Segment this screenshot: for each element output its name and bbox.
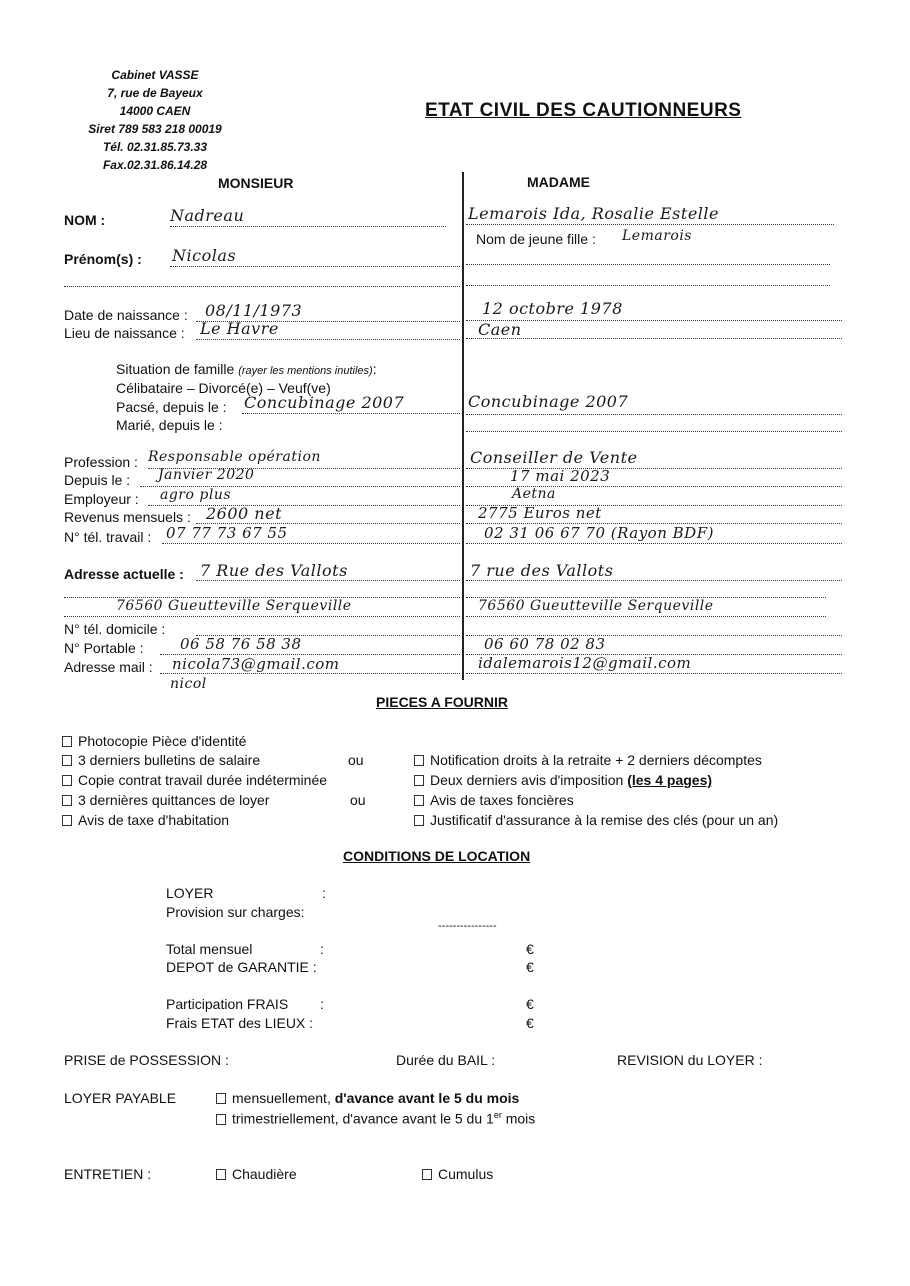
dotted-line [466,320,842,321]
dotted-line [466,338,842,339]
piece-item [414,812,778,828]
monsieur-mail: nicola73@gmail.com [172,655,340,673]
piece-label: Avis de taxe d'habitation [78,812,230,828]
euro-icon: € [526,959,534,975]
checkbox-icon[interactable] [62,815,72,826]
dotted-line [466,285,830,286]
monsieur-nom: Nadreau [170,206,245,225]
checkbox-icon[interactable] [62,775,72,786]
cond-colon: : [320,996,324,1012]
dotted-line [148,505,460,506]
opt2-text: trimestriellement, d'avance avant le 5 du 1 [232,1110,494,1127]
piece-label: Copie contrat travail durée indéterminée [78,772,328,788]
label-revenus: Revenus mensuels : [64,509,191,525]
piece-label: 3 derniers bulletins de salaire [78,752,261,768]
euro-icon: € [526,941,534,957]
madame-profession: Conseiller de Vente [470,448,638,467]
section-pieces-title: PIECES A FOURNIR [376,694,508,710]
madame-revenus: 2775 Euros net [478,504,602,522]
checkbox-icon[interactable] [414,815,424,826]
madame-nom-jeune-fille: Lemarois [622,228,692,244]
monsieur-depuis: Janvier 2020 [158,467,255,483]
opt1-prefix: mensuellement, [232,1090,331,1106]
piece-label: Photocopie Pièce d'identité [78,733,247,749]
label-tel-travail: N° tél. travail : [64,529,152,545]
madame-lieu-naissance: Caen [478,320,522,339]
monsieur-tel-travail: 07 77 73 67 55 [166,524,288,542]
ou-label: ou [350,792,366,808]
label-prenoms: Prénom(s) : [64,251,142,267]
column-divider [462,172,464,680]
chaudiere-label: Chaudière [232,1166,297,1182]
checkbox-icon[interactable] [414,775,424,786]
piece-item [414,792,574,808]
cond-frais-etat: Frais ETAT des LIEUX : [166,1015,314,1031]
opt2-end: mois [505,1110,536,1127]
checkbox-icon[interactable] [62,736,72,747]
cond-depot: DEPOT de GARANTIE : [166,959,317,975]
situation-title: Situation de famille [116,361,235,377]
dotted-line [196,580,460,581]
cabinet-tel: Tél. 02.31.85.73.33 [102,140,208,154]
euro-icon: € [526,996,534,1012]
label-profession: Profession : [64,454,138,470]
entretien-chaudiere [216,1166,297,1182]
monsieur-revenus: 2600 net [206,504,283,523]
monsieur-prenom: Nicolas [172,246,237,265]
piece-item [62,752,260,768]
monsieur-adresse-2: 76560 Gueutteville Serqueville [116,598,352,614]
loyer-payable-opt1 [216,1090,519,1106]
monsieur-pacse: Concubinage 2007 [244,393,405,412]
cond-separator: ---------------- [438,920,497,932]
madame-depuis: 17 mai 2023 [510,467,611,485]
madame-tel-travail: 02 31 06 67 70 (Rayon BDF) [484,524,714,542]
piece-label: Avis de taxes foncières [430,792,574,808]
madame-adresse-1: 7 rue des Vallots [470,561,614,580]
monsieur-date-naissance: 08/11/1973 [205,301,303,320]
checkbox-icon[interactable] [216,1114,226,1125]
cond-participation: Participation FRAIS [166,996,289,1012]
loyer-payable-label: LOYER PAYABLE [64,1090,177,1106]
cond-colon: : [322,885,326,901]
dotted-line [466,431,842,432]
cabinet-street: 7, rue de Bayeux [107,86,203,100]
label-portable: N° Portable : [64,640,144,656]
madame-portable: 06 60 78 02 83 [484,635,606,653]
monsieur-lieu-naissance: Le Havre [200,319,279,338]
piece-item [62,792,269,808]
dotted-line [466,264,830,265]
label-nom: NOM : [64,212,106,228]
label-tel-domicile: N° tél. domicile : [64,621,166,637]
cond-loyer: LOYER [166,885,214,901]
cond-colon: : [320,941,324,957]
checkbox-icon[interactable] [414,755,424,766]
euro-icon: € [526,1015,534,1031]
duree-bail: Durée du BAIL : [396,1052,496,1068]
dotted-line [466,414,842,415]
dotted-line [466,580,842,581]
label-situation [116,361,377,377]
piece-item [414,752,762,768]
situation-colon: : [372,361,377,377]
revision-loyer: REVISION du LOYER : [617,1052,763,1068]
situation-note: (rayer les mentions inutiles) [238,365,373,377]
loyer-payable-opt2 [216,1110,535,1127]
piece-label: Notification droits à la retraite + 2 derniers décomptes [430,752,762,768]
checkbox-icon[interactable] [216,1093,226,1104]
dotted-line [242,413,460,414]
madame-nom: Lemarois Ida, Rosalie Estelle [468,204,719,223]
column-header-madame: MADAME [527,174,590,190]
label-depuis: Depuis le : [64,472,131,488]
checkbox-icon[interactable] [62,795,72,806]
column-header-monsieur: MONSIEUR [218,175,294,191]
entretien-cumulus [422,1166,493,1182]
cabinet-header [60,66,250,174]
checkbox-icon[interactable] [62,755,72,766]
piece-item [62,733,246,749]
checkbox-icon[interactable] [216,1169,226,1180]
entretien-label: ENTRETIEN : [64,1166,152,1182]
label-marie: Marié, depuis le : [116,417,223,433]
monsieur-profession: Responsable opération [148,449,321,465]
dotted-line [64,286,460,287]
madame-date-naissance: 12 octobre 1978 [482,299,623,318]
cabinet-siret: Siret 789 583 218 00019 [88,122,222,136]
opt1-bold: d'avance avant le 5 du mois [334,1090,520,1106]
dotted-line [196,339,460,340]
label-mail: Adresse mail : [64,659,153,675]
monsieur-adresse-1: 7 Rue des Vallots [200,561,348,580]
cond-provision: Provision sur charges: [166,904,305,920]
checkbox-icon[interactable] [414,795,424,806]
cond-total: Total mensuel [166,941,253,957]
madame-adresse-2: 76560 Gueutteville Serqueville [478,598,714,614]
piece-label: 3 dernières quittances de loyer [78,792,270,808]
piece-label: Deux derniers avis d'imposition [430,772,624,788]
dotted-line [64,616,460,617]
monsieur-mail-cont: nicol [170,676,207,692]
monsieur-portable: 06 58 76 58 38 [180,635,302,653]
piece-item [62,812,229,828]
label-adresse: Adresse actuelle : [64,566,184,582]
dotted-line [162,543,460,544]
piece-item [62,772,327,788]
ou-label: ou [348,752,364,768]
dotted-line [170,266,460,267]
label-celibataire: Célibataire – Divorcé(e) – Veuf(ve) [116,380,331,396]
piece-item [414,772,712,788]
dotted-line [466,224,834,225]
label-lieu-naissance: Lieu de naissance : [64,325,185,341]
dotted-line [170,226,446,227]
madame-pacse: Concubinage 2007 [468,392,629,411]
label-pacse: Pacsé, depuis le : [116,399,227,415]
dotted-line [466,543,842,544]
prise-possession: PRISE de POSSESSION : [64,1052,229,1068]
cabinet-fax: Fax.02.31.86.14.28 [102,158,208,172]
cabinet-city: 14000 CAEN [119,104,191,118]
label-date-naissance: Date de naissance : [64,307,188,323]
section-conditions-title: CONDITIONS DE LOCATION [343,848,531,864]
page-title: ETAT CIVIL DES CAUTIONNEURS [425,100,742,121]
cabinet-name: Cabinet VASSE [111,68,199,82]
label-employeur: Employeur : [64,491,139,507]
dotted-line [160,673,460,674]
opt2-sup: er [493,1110,502,1120]
dotted-line [466,673,842,674]
madame-mail: idalemarois12@gmail.com [478,654,692,672]
label-nom-jeune-fille: Nom de jeune fille : [476,231,596,247]
checkbox-icon[interactable] [422,1169,432,1180]
cumulus-label: Cumulus [438,1166,494,1182]
piece-label-bold: (les 4 pages) [627,772,713,788]
piece-label: Justificatif d'assurance à la remise des clés (pour un an) [430,812,779,828]
monsieur-employeur: agro plus [160,487,232,503]
dotted-line [466,616,826,617]
madame-employeur: Aetna [512,486,556,502]
